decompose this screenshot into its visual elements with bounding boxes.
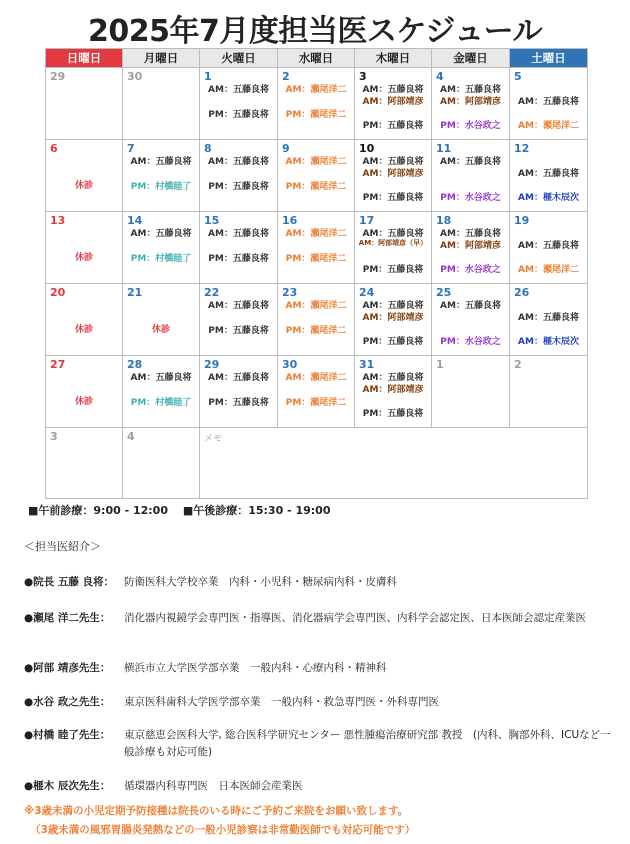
day-number: 7 [127,142,135,155]
shift-entry: PM：五藤良将 [362,193,424,203]
day-cell [46,68,123,140]
shift-entry: PM：水谷政之 [440,337,501,347]
weekday-wednesday: 水曜日 [278,49,355,68]
shift-entry: PM：村橋睦了 [130,254,192,264]
shift-entry: AM：榧木辰次 [518,337,579,347]
shift-entry: PM：五藤良将 [362,265,424,275]
day-cell [432,284,510,356]
day-cell [510,68,588,140]
shift-entry: AM：瀬尾洋二 [285,157,347,167]
doctor-name: ●瀬尾 洋二先生： [24,612,111,624]
day-number: 29 [204,358,220,371]
day-number: 30 [127,70,143,83]
day-cell [123,68,200,140]
shift-entry: AM：瀬尾洋二 [285,301,347,311]
weekday-saturday: 土曜日 [510,49,588,68]
day-number: 12 [514,142,530,155]
shift-entry: AM：瀬尾洋二 [518,121,579,131]
day-cell [46,356,123,428]
shift-entry: AM：五藤良将 [362,229,424,239]
day-number: 27 [50,358,66,371]
week-row [46,284,588,356]
day-cell [432,140,510,212]
shift-entry: AM：五藤良将 [130,373,192,383]
day-number: 1 [436,358,444,371]
day-cell [510,140,588,212]
doctor-desc: 防衛医科大学校卒業 内科・小児科・糖尿病内科・皮膚科 [124,576,397,588]
shift-entry: PM：水谷政之 [440,193,501,203]
shift-entry: AM：阿部靖彦 [362,385,424,395]
shift-entry: AM：五藤良将 [362,85,424,95]
shift-entry: PM：五藤良将 [362,121,424,131]
day-cell [432,68,510,140]
day-cell [278,356,355,428]
shift-entry: AM：阿部靖彦 [362,97,424,107]
day-number: 29 [50,70,66,83]
closed-label: 休診 [74,253,93,263]
weekday-tuesday: 火曜日 [200,49,278,68]
shift-entry: AM：瀬尾洋二 [285,85,347,95]
shift-entry: PM：水谷政之 [440,265,501,275]
day-number: 5 [514,70,522,83]
day-number: 3 [50,430,58,443]
day-number: 2 [282,70,290,83]
day-number: 21 [127,286,143,299]
shift-entry: PM：五藤良将 [208,110,269,120]
shift-entry: PM：水谷政之 [440,121,501,131]
day-number: 22 [204,286,220,299]
week-row [46,68,588,140]
day-cell [278,212,355,284]
day-number: 20 [50,286,66,299]
shift-entry: PM：五藤良将 [208,254,269,264]
shift-entry: PM：村橋睦了 [130,398,192,408]
day-cell [510,284,588,356]
shift-entry: AM：五藤良将 [440,301,501,311]
schedule-calendar [45,48,588,499]
day-number: 30 [282,358,298,371]
shift-entry: AM：瀬尾洋二 [285,373,347,383]
day-number: 17 [359,214,375,227]
week-row [46,356,588,428]
day-number: 4 [127,430,135,443]
day-cell [123,428,200,499]
day-cell [355,284,432,356]
doctor-name: ●水谷 政之先生： [24,696,111,708]
doctor-name: ●阿部 靖彦先生： [24,662,111,674]
shift-entry: PM：瀬尾洋二 [285,110,347,120]
shift-entry: AM：五藤良将 [518,169,579,179]
shift-entry: PM：瀬尾洋二 [285,326,347,336]
day-number: 16 [282,214,298,227]
closed-label: 休診 [74,325,93,335]
weekday-thursday: 木曜日 [355,49,432,68]
day-cell [278,140,355,212]
day-cell [432,212,510,284]
shift-entry: PM：五藤良将 [208,398,269,408]
closed-label: 休診 [74,397,93,407]
day-cell [123,140,200,212]
day-number: 19 [514,214,530,227]
day-cell [510,356,588,428]
day-cell [355,212,432,284]
doctor-name: ●榧木 辰次先生： [24,780,111,792]
day-cell [278,68,355,140]
day-number: 15 [204,214,220,227]
doctor-desc: 東京医科歯科大学医学部卒業 一般内科・救急専門医・外科専門医 [124,696,439,708]
day-cell [200,212,278,284]
clinic-hours: ■午前診療：9:00 - 12:00 ■午後診療：15:30 - 19:00 [28,504,331,517]
shift-entry: AM：五藤良将 [130,229,192,239]
shift-entry: PM：五藤良将 [362,337,424,347]
shift-entry: PM：五藤良将 [208,326,269,336]
shift-entry: PM：五藤良将 [208,182,269,192]
day-cell [46,284,123,356]
day-number: 24 [359,286,375,299]
shift-entry: AM：五藤良将 [440,229,501,239]
day-cell [200,140,278,212]
shift-entry: AM：阿部靖彦 [440,97,501,107]
shift-entry: AM：五藤良将 [362,301,424,311]
doctor-name: ●村橋 睦了先生： [24,729,111,741]
shift-entry: PM：瀬尾洋二 [285,398,347,408]
doctor-desc: 消化器内視鏡学会専門医・指導医、消化器病学会専門医、内科学会認定医、日本医師会認定産業医 [124,612,586,624]
shift-entry: AM：五藤良将 [440,157,501,167]
day-number: 23 [282,286,298,299]
doctor-name: ●院長 五藤 良将： [24,576,114,588]
day-number: 4 [436,70,444,83]
vaccination-note: ※3歳未満の小児定期予防接種は院長のいる時にご予約ご来院をお願い致します。 [24,805,409,817]
weekday-sunday: 日曜日 [46,49,123,68]
shift-entry: PM：瀬尾洋二 [285,182,347,192]
day-cell [123,284,200,356]
shift-entry: AM：五藤良将 [362,373,424,383]
shift-entry: AM：瀬尾洋二 [518,265,579,275]
weekday-friday: 金曜日 [432,49,510,68]
doctor-intro-heading: ＜担当医紹介＞ [24,540,101,553]
day-number: 10 [359,142,375,155]
shift-entry: AM：五藤良将 [208,301,269,311]
day-number: 18 [436,214,452,227]
closed-label: 休診 [151,325,170,335]
weekday-header-row [46,49,588,68]
shift-entry: AM：五藤良将 [208,157,269,167]
day-cell [46,212,123,284]
shift-entry: PM：五藤良将 [362,409,424,419]
shift-entry: PM：村橋睦了 [130,182,192,192]
shift-entry: AM：阿部靖彦 [362,169,424,179]
shift-entry: AM：瀬尾洋二 [285,229,347,239]
week-row [46,428,588,499]
day-number: 6 [50,142,58,155]
day-cell [123,356,200,428]
doctor-desc: 東京慈恵会医科大学, 総合医科学研究センター 悪性腫瘍治療研究部 教授 (内科、胸部外科、ICUなど一般診療も対応可能) [124,729,611,758]
doctor-desc: 横浜市立大学医学部卒業 一般内科・心療内科・精神科 [124,662,387,674]
day-number: 25 [436,286,452,299]
day-number: 13 [50,214,66,227]
shift-entry: AM：五藤良将 [440,85,501,95]
memo-cell [200,428,588,499]
day-number: 11 [436,142,452,155]
shift-entry: PM：瀬尾洋二 [285,254,347,264]
closed-label: 休診 [74,181,93,191]
shift-entry: AM：阿部靖彦（早） [358,239,428,247]
shift-entry: AM：五藤良将 [518,241,579,251]
week-row [46,212,588,284]
day-cell [123,212,200,284]
day-cell [355,356,432,428]
day-cell [200,68,278,140]
day-cell [46,428,123,499]
shift-entry: AM：阿部靖彦 [362,313,424,323]
weekday-monday: 月曜日 [123,49,200,68]
shift-entry: AM：阿部靖彦 [440,241,501,251]
day-number: 1 [204,70,212,83]
shift-entry: AM：五藤良将 [208,373,269,383]
week-row [46,140,588,212]
day-cell [278,284,355,356]
day-number: 8 [204,142,212,155]
day-number: 14 [127,214,143,227]
day-number: 9 [282,142,290,155]
day-cell [200,356,278,428]
day-number: 28 [127,358,143,371]
shift-entry: AM：榧木辰次 [518,193,579,203]
shift-entry: AM：五藤良将 [362,157,424,167]
day-cell [432,356,510,428]
day-cell [355,140,432,212]
shift-entry: AM：五藤良将 [518,97,579,107]
day-number: 2 [514,358,522,371]
day-cell [200,284,278,356]
page-title: 2025年7月度担当医スケジュール [87,14,543,49]
day-number: 3 [359,70,367,83]
doctor-desc: 循環器内科専門医 日本医師会産業医 [124,780,303,792]
shift-entry: AM：五藤良将 [208,229,269,239]
shift-entry: AM：五藤良将 [130,157,192,167]
shift-entry: AM：五藤良将 [208,85,269,95]
day-number: 31 [359,358,375,371]
day-cell [355,68,432,140]
shift-entry: AM：五藤良将 [518,313,579,323]
day-cell [510,212,588,284]
day-cell [46,140,123,212]
day-number: 26 [514,286,530,299]
pediatric-note: （3歳未満の風邪胃腸炎発熱などの一般小児診察は非常勤医師でも対応可能です） [30,824,416,836]
memo-label: メモ [204,434,223,444]
